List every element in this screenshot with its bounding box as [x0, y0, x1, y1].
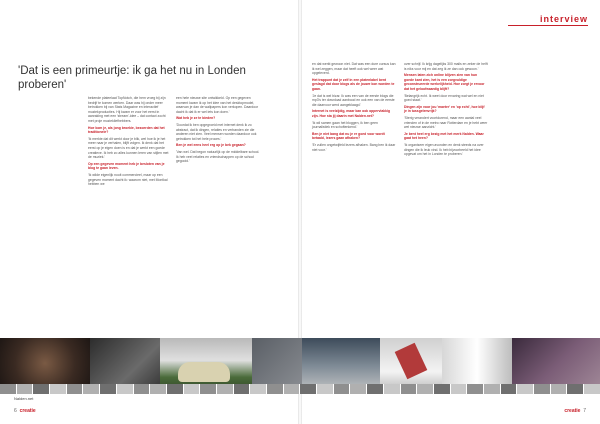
thumbnail — [67, 384, 83, 394]
thumbnail — [0, 384, 16, 394]
thumbnail — [584, 384, 600, 394]
headline: 'Dat is een primeurtje: ik ga het nu in Londen proberen' — [18, 65, 246, 91]
thumbnail — [267, 384, 283, 394]
question-paragraph: Wat heb je ze te bieden? — [176, 116, 216, 121]
thumbnail — [300, 384, 316, 394]
thumbnail — [517, 384, 533, 394]
body-paragraph: 'Belangrijk echt. Ik weet door ervaring wat wel en niet goed staat.' — [404, 93, 484, 103]
body-paragraph: bekende plateelaat TopNotch, die hem vroeg bij zijn bedrijf te komen werken. Daar was hij onder meer betrokken bij van Stats Magazine en interactief muziekproducties. Hij kwam er voor het eerst in aanraking met een 'stream'-idee – dat contact zocht met proje muziekliefhebbers. — [88, 96, 166, 123]
photo-credit: Nalden.net — [14, 396, 34, 401]
thumbnail — [417, 384, 433, 394]
body-paragraph: 'Doordat ik ben opgegroeid met internet denk ik zo abstract, dat ik dingen, relaties en verbanden zie die anderen niet zien. Veel mensen worden daardoor ook getrokken tot het hele proces.' — [176, 122, 257, 141]
thumbnail — [217, 384, 233, 394]
question-paragraph: Op een gegeven moment heb je besloten van je blog te gaan leven. — [88, 161, 165, 171]
article-column-2 — [176, 96, 260, 166]
thumbnail — [250, 384, 266, 394]
thumbnail — [451, 384, 467, 394]
thumbnail — [234, 384, 250, 394]
body-paragraph: en dat werkt gewoon niet. Dat was een dure cursus kan ik wel zeggen, maar dat heeft ook wel weer wat opgeleverd. — [312, 62, 396, 76]
body-paragraph: 'Ik wilde eigenlijk nooit commercieel, maar op een gegeven moment dacht ik: waarom niet, met Montkal hebben we — [88, 172, 168, 187]
page-number: 7 — [583, 408, 586, 414]
thumbnail — [384, 384, 400, 394]
thumbnail — [184, 384, 200, 394]
question-paragraph: Dingen zijn voor jou 'maeter' en 'op echt', hoe blijf je in tussgelenvrijk? — [404, 104, 485, 114]
question-paragraph: Mensen laten zich online blijven zien van hun goede kant zien, het is een zorgvuldige geconstrueerde werkelijkheid. Hoe zorgt je ervoor dat het geloofwaardig blijft? — [404, 73, 485, 91]
question-paragraph: Je bent heel erg bezig met het merk Nalden. Waar gaat het heen? — [404, 131, 484, 141]
body-paragraph: 'Van wel. Dat begon natuurlijk op de middelbare school. Ik heb veel relaties en vriendschappen op de school gegooid.' — [176, 149, 260, 164]
body-paragraph: een hele nieuwe site ontwikkeld. Op een gegeven moment kwam ik op het idee van het desktopmodel, waarvan je dan de wallpapers kon verkopen. Daardoor dacht ik dat ik er wel iets kon doen.' — [176, 96, 259, 114]
thumbnail — [83, 384, 99, 394]
brand-name: creatie — [19, 408, 36, 414]
section-tag: interview — [539, 14, 588, 24]
article-column-1 — [88, 96, 172, 189]
page-number: 6 — [14, 408, 17, 414]
body-paragraph: over schrijf. Ik krijg dagelijks 300 mails en zeker de helft is niks voor mij en dat zeg ik ze dan ook gewoon.' — [404, 62, 488, 71]
thumbnail — [167, 384, 183, 394]
question-paragraph: Ben je wel eens heel erg op je bek gegaan? — [176, 143, 246, 148]
thumbnail — [484, 384, 500, 394]
body-paragraph: 'Ik wil samen gaan het bloggen, ik ben geen journalistiek en schoftenkend.' — [312, 120, 378, 130]
body-paragraph: 'Sterig verandert voortdurend, maar een aantal veel vrienden of in de metro naar Rotterdam en je hebt weer wel nieuwe aanzicht.' — [404, 115, 488, 130]
page-number-left — [14, 408, 36, 414]
article-column-3 — [312, 62, 396, 154]
question-paragraph: Ben je niet bang dat nu je er goed voor wordt betaald, lezers gaan afhaken? — [312, 131, 385, 141]
thumbnail — [317, 384, 333, 394]
thumbnail — [367, 384, 383, 394]
question-paragraph: Het trappunt dat je zelf in een platenlabel bent geslagd dat door blogs als de jouwe kon worden te gaan. — [312, 77, 395, 91]
section-rule — [508, 25, 588, 26]
question-paragraph: Hoe kom je, als jong broekie, bezoerden dat het traditionele? — [88, 125, 165, 135]
body-paragraph: 'Je dat is wel bizar. Ik was een van de eerste blogs die mp3's ter download aanbood en ook een van de eerste die daarvoor werd aangeklaagd.' — [312, 93, 395, 107]
brand-name: creatie — [564, 408, 581, 414]
thumbnail — [33, 384, 49, 394]
thumbnail — [334, 384, 350, 394]
thumbnail — [401, 384, 417, 394]
thumbnail — [200, 384, 216, 394]
article-column-4 — [404, 62, 488, 159]
thumbnail — [100, 384, 116, 394]
thumbnail — [467, 384, 483, 394]
thumbnail — [551, 384, 567, 394]
thumbnail — [117, 384, 133, 394]
thumbnail-row — [0, 384, 600, 394]
question-paragraph: Internet is veelzijdig, maar kan ook oppervlakkig zijn. Hoe sta jij daarin met Nalden.net? — [312, 109, 391, 118]
thumbnail — [501, 384, 517, 394]
thumbnail — [50, 384, 66, 394]
body-paragraph: 'Ik merkte dat dit werkt door je blik, wel hoe ik je het meer naar je verhalen, blijft volgen. Ik denk dat het eerst op je eigen doen is en dat je werkt een goede creatieve. Ik heb zo alles kunnen leren van stijlen met de muziek.' — [88, 136, 169, 160]
thumbnail — [350, 384, 366, 394]
thumbnail — [134, 384, 150, 394]
thumbnail — [434, 384, 450, 394]
body-paragraph: 'Ik organiseer eigen avonden en denk steeds na over dingen die ik leuk vind. Ik heb bijvoorbeeld het idee opgevat om het in Londen te proberen.' — [404, 142, 484, 157]
thumbnail — [567, 384, 583, 394]
page-number-right — [564, 408, 586, 414]
thumbnail — [534, 384, 550, 394]
body-paragraph: 'Er zullen ongetwijfeld lezers afhaken. Bang ben ik daar niet voor.' — [312, 142, 396, 152]
thumbnail — [150, 384, 166, 394]
thumbnail — [284, 384, 300, 394]
thumbnail — [17, 384, 33, 394]
